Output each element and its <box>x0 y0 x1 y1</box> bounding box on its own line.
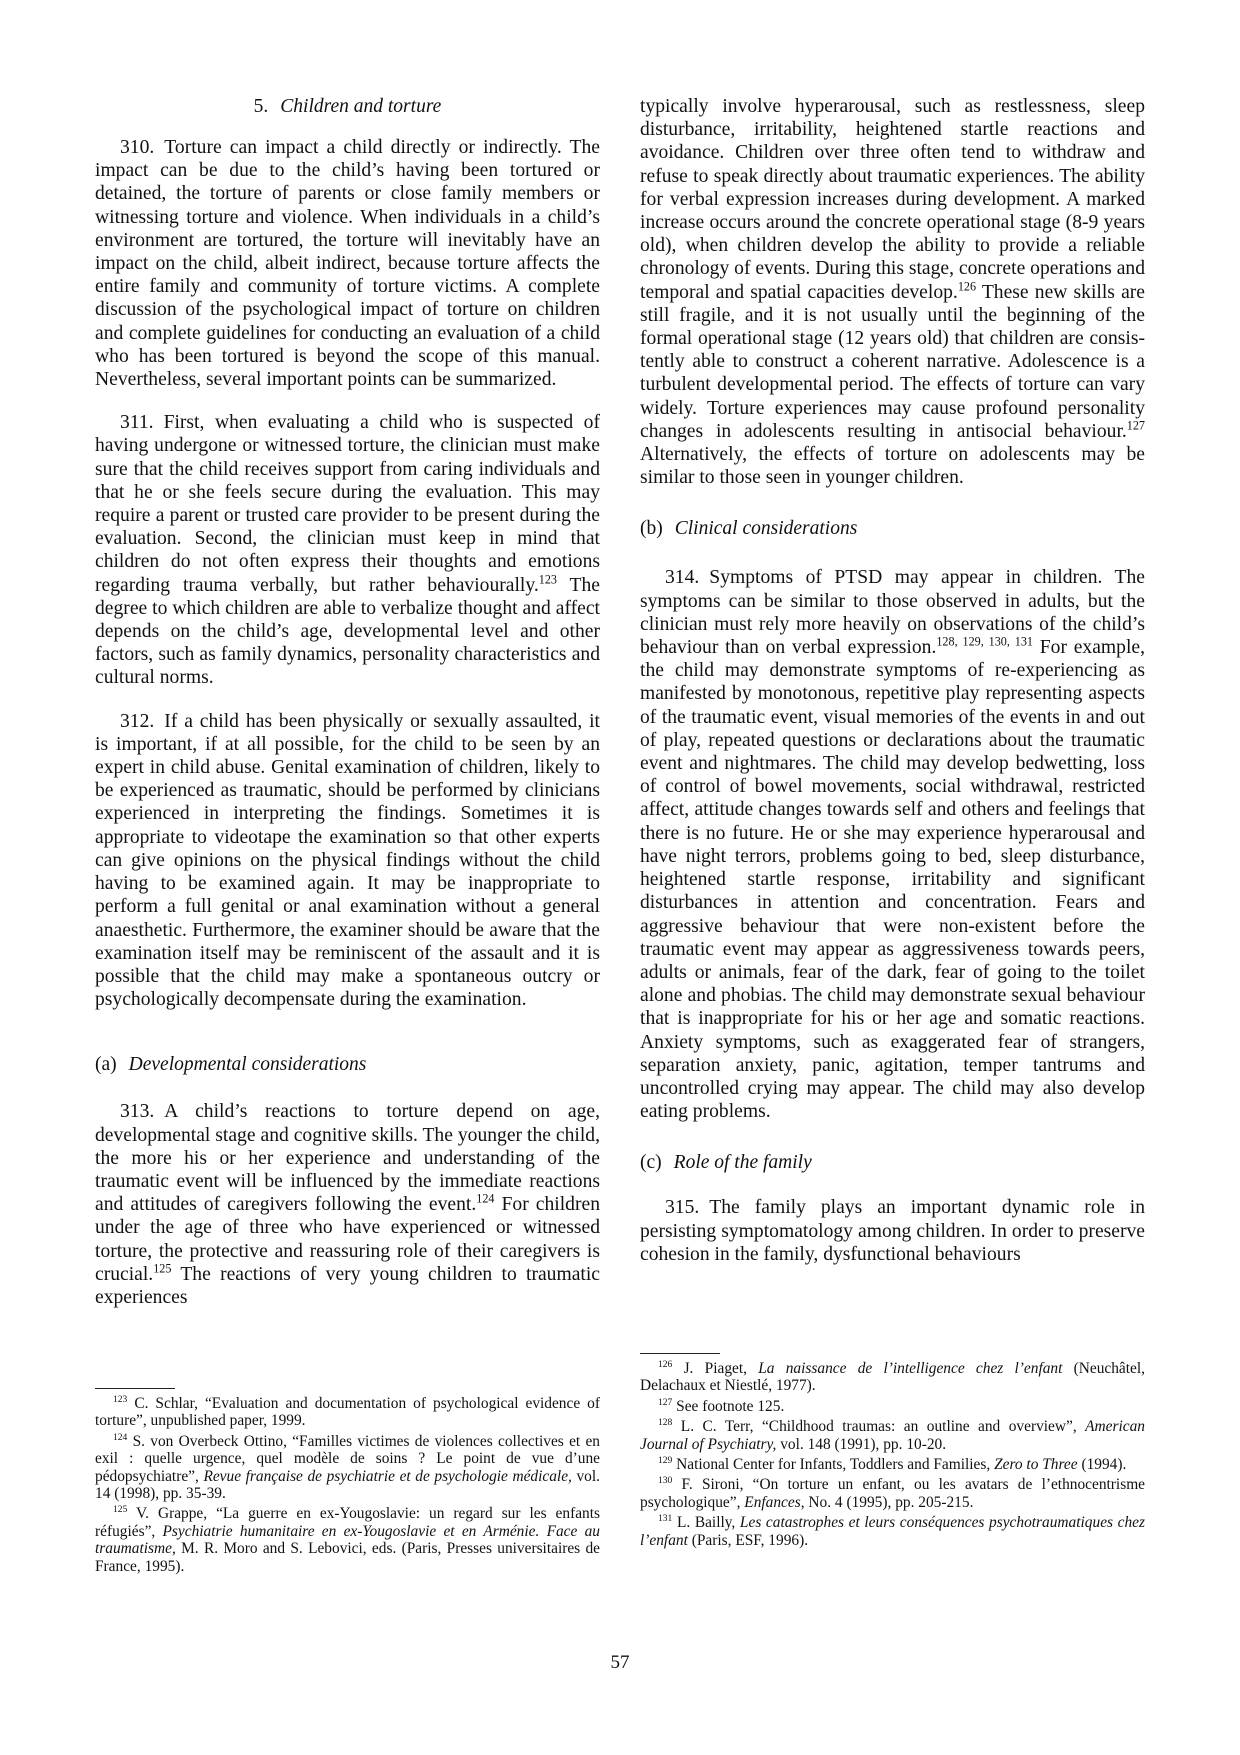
subsection-heading-a <box>95 1053 600 1076</box>
footnote-ref[interactable]: 127 <box>1126 418 1145 433</box>
subsection-heading-b <box>640 517 1145 540</box>
paragraph-text: A child’s reactions to torture depend on age, developmental stage and cognitive skills. The younger the child, the more his or her experience and understanding of the traumatic event will be influenced by the immediate reactions and attitudes of caregivers following the event. <box>95 1101 600 1216</box>
subsection-title: Clinical considerations <box>674 518 858 540</box>
paragraph-number: 314. <box>665 567 700 589</box>
paragraph-text: Alternatively, the effects of torture on adolescents may be similar to those seen in younger children. <box>640 444 1145 489</box>
footnote-ref[interactable]: 123 <box>538 572 557 587</box>
footnote-divider <box>95 1388 175 1389</box>
footnotes-right <box>640 1353 1145 1552</box>
paragraph-text: For example, the child may demonstrate symptoms of re-experiencing as manifested by monotonous, repetitive play representing aspects of the traumatic event, visual memories of the events in and out of play, repeated questions or declarations about the traumatic event and nightmares. The child may develop bedwetting, loss of control of bowel movements, social withdrawal, restricted affect, attitude changes towards self and others and feelings that there is no future. He or she may experience hyperarousal and have night terrors, problems going to bed, sleep disturbance, heightened startle response, irritability and significant disturbances in attention and concentration. Fears and aggressive behaviour that were non-existent before the traumatic event may appear as aggressiveness towards peers, adults or animals, fear of the dark, fear of going to the toilet alone and phobias. The child may demonstrate sexual behaviour that is inappropriate for his or her age and somatic reactions. Anxiety symptoms, such as exaggerated fear of strangers, separation anxiety, panic, agitation, temper tantrums and uncontrolled crying may appear. The child may also develop eating problems. <box>640 637 1145 1123</box>
section-number: 5. <box>253 96 269 117</box>
paragraph-text: For children under the age of three who have experienced or witnessed torture, the protective and reassuring role of their caregivers is crucial. <box>95 1194 600 1285</box>
footnote-number: 129 <box>658 1454 673 1466</box>
paragraph-312 <box>95 710 600 1012</box>
footnote-number: 123 <box>113 1393 128 1405</box>
footnote-130: $^{130}$ F. Sironi, “On torture un enfant, ou les avatars de l’ethnocentrisme psychologique”, Enfances, No. 4 (1995), pp. 205-215. <box>640 1475 1145 1511</box>
footnote-128: $^{128}$ L. C. Terr, “Childhood traumas: an outline and overview”, American Journal of Psychiatry, vol. 148 (1991), pp. 10-20. <box>640 1417 1145 1453</box>
subsection-label: (a) <box>95 1054 117 1076</box>
page-number: 57 <box>610 1652 630 1673</box>
left-column <box>95 95 600 1329</box>
footnote-131: $^{131}$ L. Bailly, Les catastrophes et leurs conséquences psychotraumatiques chez l’enfant (Paris, ESF, 1996). <box>640 1513 1145 1549</box>
section-heading <box>95 95 600 118</box>
footnote-divider <box>640 1353 720 1354</box>
paragraph-text: typically involve hyperarousal, such as restlessness, sleep disturbance, irritability, heightened startle reactions and avoidance. Children over three often tend to withdraw and refuse to speak directly about traumatic experiences. The ability for verbal expression increases during development. A marked increase occurs around the concrete operational stage (8-9 years old), when children develop the ability to provide a reliable chronology of events. During this stage, concrete operations and temporal and spatial capacities develop. <box>640 96 1145 303</box>
footnote-124: $^{124}$ S. von Overbeck Ottino, “Familles victimes de violences collectives et en exil : quelle urgence, quel modèle de soins ? Le point de vue d’une pédopsychiatre”, Revue française de psychiatrie et de psychologie médicale, vol. 14 (1998), pp. 35-39. <box>95 1431 601 1503</box>
subsection-label: (c) <box>640 1152 662 1174</box>
paragraph-number: 311. <box>120 412 154 434</box>
paragraph-315 <box>640 1196 1145 1266</box>
paragraph-314 <box>640 566 1145 1123</box>
subsection-title: Role of the family <box>673 1152 812 1174</box>
paragraph-number: 310. <box>120 137 155 158</box>
footnotes-left <box>95 1388 600 1578</box>
paragraph-text: The degree to which children are able to verbalize thought and affect depends on the child’s age, developmental level and other factors, such as family dynamics, personality characteristics and cultural norms. <box>95 574 600 689</box>
paragraph-311 <box>95 411 600 689</box>
footnote-number: 130 <box>658 1475 673 1487</box>
footnote-125: $^{125}$ V. Grappe, “La guerre en ex-Yougoslavie: un regard sur les enfants réfugiés”, Psychiatrie humanitaire en ex-Yougoslavie et en Arménie. Face au traumatisme, M. R. Moro and S. Lebovici, eds. (Paris, Presses universitaires de France, 1995). <box>95 1504 600 1575</box>
footnote-ref[interactable]: 124 <box>476 1191 495 1206</box>
paragraph-310 <box>95 136 600 391</box>
footnote-number: 125 <box>113 1504 128 1516</box>
footnote-ref[interactable]: 125 <box>153 1261 172 1276</box>
footnote-129: $^{129}$ National Center for Infants, Toddlers and Families, Zero to Three (1994). <box>658 1454 1127 1474</box>
right-column <box>640 95 1145 1286</box>
section-title: Children and torture <box>280 96 442 117</box>
footnote-ref[interactable]: 128, 129, 130, 131 <box>936 634 1033 649</box>
footnote-126: $^{126}$ J. Piaget, La naissance de l’intelligence chez l’enfant (Neuchâtel, Delachaux et Niestlé, 1977). <box>640 1358 1145 1395</box>
footnote-number: 131 <box>658 1513 673 1525</box>
footnote-number: 126 <box>658 1358 673 1370</box>
footnote-number: 128 <box>658 1417 673 1429</box>
subsection-title: Developmental considerations <box>128 1054 367 1076</box>
footnote-number: 127 <box>658 1396 673 1408</box>
paragraph-text: Torture can impact a child directly or indirectly. The impact can be due to the child’s having been tortured or detained, the torture of parents or close family members or witnessing torture and violence. When individuals in a child’s environment are tortured, the torture will inevitably have an impact on the child, albeit indirect, because torture affects the entire family and community of torture victims. A complete discussion of the psychological impact of torture on children and complete guidelines for conducting an evaluation of a child who has been tortured is beyond the scope of this manual. Nevertheless, several important points can be summarized. <box>95 137 600 391</box>
paragraph-313-continued <box>640 95 1145 489</box>
paragraph-text: The reactions of very young children to traumatic experiences <box>95 1263 600 1308</box>
subsection-heading-c <box>640 1151 1145 1174</box>
paragraph-text: If a child has been physically or sexually assaulted, it is important, if at all possible, for the child to be seen by an expert in child abuse. Genital examination of children, likely to be experienced as traumatic, should be performed by clinicians experienced in interpreting the findings. Sometimes it is appropriate to videotape the examination so that other experts can give opinions on the physical findings without the child having to be examined again. It may be inappropriate to perform a full genital or anal examination without a general anaesthetic. Furthermore, the examiner should be aware that the examination itself may be reminiscent of the assault and it is possible that the child may make a spontaneous outcry or psychologically decompensate during the examination. <box>95 710 600 1011</box>
paragraph-text: These new skills are still fragile, and it is not usually until the beginning of the formal operational stage (12 years old) that children are consistently able to construct a coherent narrative. Adolescence is a turbulent developmental period. The effects of torture can vary widely. Torture experiences may cause profound personality changes in adolescents resulting in antisocial behaviour. <box>640 281 1145 442</box>
paragraph-number: 315. <box>665 1197 700 1219</box>
footnote-123: $^{123}$ C. Schlar, “Evaluation and documentation of psychological evidence of torture”, unpublished paper, 1999. <box>95 1393 600 1430</box>
paragraph-text: First, when evaluating a child who is suspected of having undergone or witnessed torture, the clinician must make sure that the child receives support from caring individuals and that he or she feels secure during the evaluation. This may require a parent or trusted care provider to be present during the evaluation. Second, the clinician must keep in mind that children do not often express their thoughts and emotions regarding trauma verbally, but rather behaviourally. <box>95 412 600 596</box>
footnote-ref[interactable]: 126 <box>957 279 977 294</box>
footnote-number: 124 <box>113 1431 128 1443</box>
footnote-127: $^{127}$ See footnote 125. <box>658 1396 785 1415</box>
paragraph-text: Symptoms of PTSD may appear in children. The symptoms can be similar to those observed in adults, but the clinician must rely more heavily on observations of the child’s behaviour than on verbal expression. <box>640 567 1145 659</box>
subsection-label: (b) <box>640 518 663 540</box>
paragraph-number: 312. <box>120 710 155 732</box>
paragraph-number: 313. <box>120 1101 155 1123</box>
paragraph-313 <box>95 1100 600 1309</box>
paragraph-text: The family plays an important dynamic role in persisting symptomatology among children. In order to preserve cohesion in the family, dysfunctional behaviours <box>640 1197 1145 1265</box>
